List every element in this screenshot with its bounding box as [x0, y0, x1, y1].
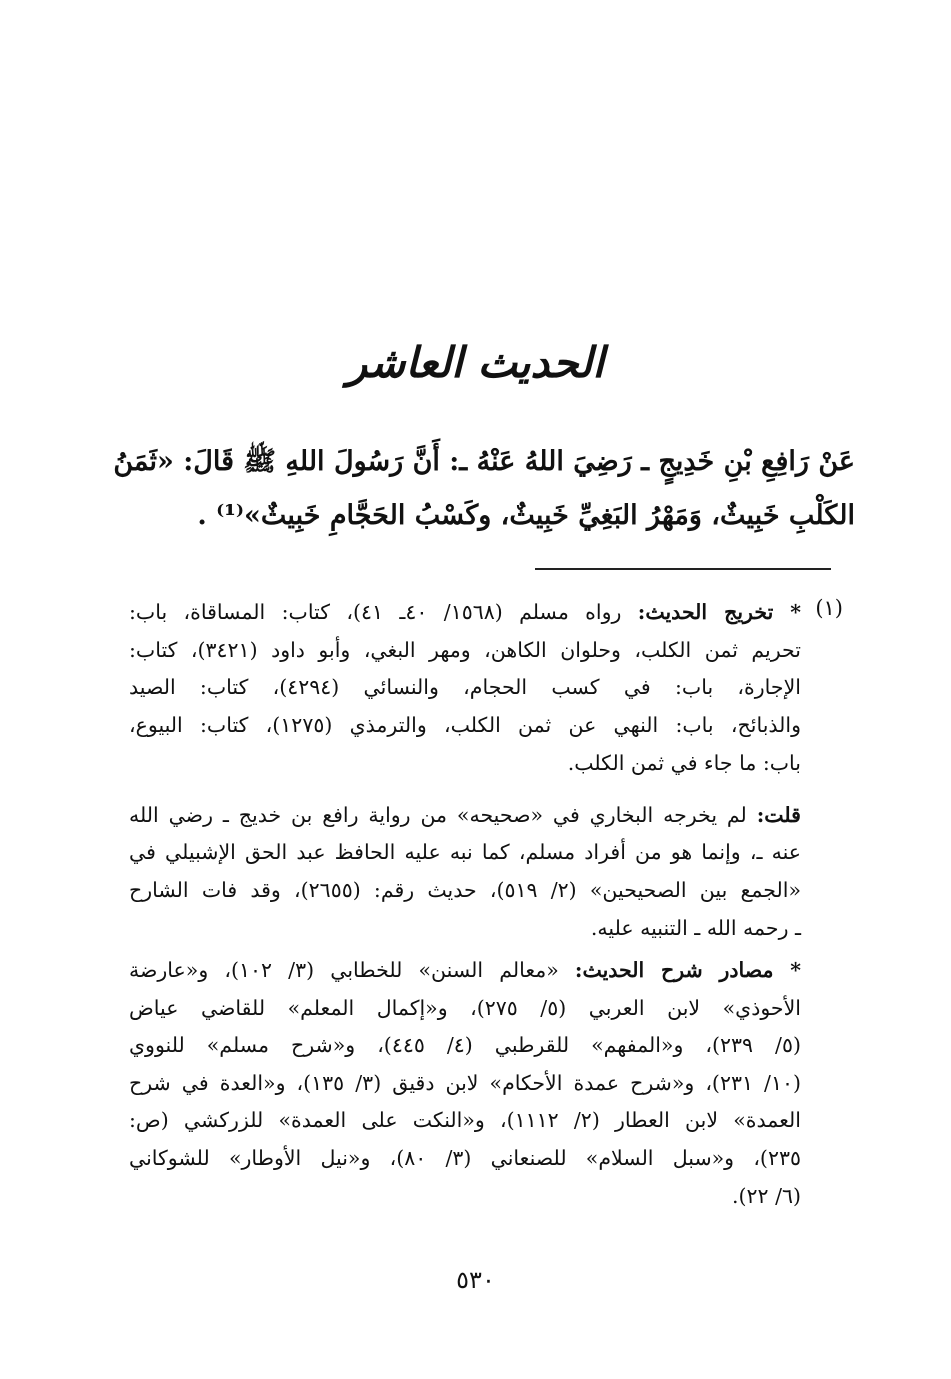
- footnote-line: «الجمع بين الصحيحين» (٢/ ٥١٩)، حديث رقم: (٢٦٥٥)، وقد فات الشارح: [129, 878, 801, 902]
- qultu-label: قلت:: [756, 803, 801, 827]
- footnote-text: «معالم السنن» للخطابي (٣/ ١٠٢)، و«عارضة: [129, 958, 559, 982]
- footnote-text: لم يخرجه البخاري في «صحيحه» من رواية رافع بن خديج ـ رضي الله: [129, 803, 747, 827]
- hadith-line: عَنْ رَافِعِ بْنِ خَدِيجٍ ـ رَضِيَ اللهُ عَنْهُ ـ: أَنَّ رَسُولَ اللهِ ﷺ قَالَ: «ثَمَنُ: [113, 446, 855, 477]
- footnote-line: ـ رحمه الله ـ التنبيه عليه.: [590, 916, 801, 940]
- footnote-line: الأحوذي» لابن العربي (٥/ ٢٧٥)، و«إكمال المعلم» للقاضي عياض: [129, 996, 801, 1020]
- chapter-title: الحديث العاشر: [346, 338, 605, 387]
- footnote-line: تحريم ثمن الكلب، وحلوان الكاهن، ومهر البغي، وأبو داود (٣٤٢١)، كتاب:: [129, 638, 801, 662]
- footnote-line: (٥/ ٢٣٩)، و«المفهم» للقرطبي (٤/ ٤٤٥)، و«شرح مسلم» للنووي: [129, 1033, 801, 1057]
- footnote-line: [129, 594, 801, 630]
- footnote-line: [129, 952, 801, 988]
- footnote-line: (٦/ ٢٢).: [732, 1184, 801, 1208]
- footnote-line: (١٠/ ٢٣١)، و«شرح عمدة الأحكام» لابن دقيق (٣/ ١٣٥)، و«العدة في شرح: [129, 1071, 801, 1095]
- hadith-line: الكَلْبِ خَبِيثٌ، وَمَهْرُ البَغِيِّ خَبِيثٌ، وكَسْبُ الحَجَّامِ خَبِيثٌ»⁽¹⁾ .: [197, 500, 855, 531]
- footnote-line: [129, 797, 801, 833]
- footnote-line: العمدة» لابن العطار (٢/ ١١١٢)، و«النكت على العمدة» للزركشي (ص:: [129, 1108, 801, 1132]
- footnote-line: ٢٣٥)، و«سبل السلام» للصنعاني (٣/ ٨٠)، و«نيل الأوطار» للشوكاني: [129, 1146, 801, 1170]
- footnote-number: (١): [815, 596, 843, 620]
- footnote-line: عنه ـ، وإنما هو من أفراد مسلم، كما نبه عليه الحافظ عبد الحق الإشبيلي في: [129, 840, 801, 864]
- page-number: ٥٣٠: [456, 1266, 495, 1294]
- sources-label: * مصادر شرح الحديث:: [574, 958, 801, 982]
- footnote-line: باب: ما جاء في ثمن الكلب.: [567, 751, 801, 775]
- footnote-line: والذبائح، باب: النهي عن ثمن الكلب، والترمذي (١٢٧٥)، كتاب: البيوع،: [129, 713, 802, 737]
- takhrij-label: * تخريج الحديث:: [637, 600, 801, 624]
- footnote-text: رواه مسلم (١٥٦٨/ ٤٠ـ ٤١)، كتاب: المساقاة، باب:: [129, 600, 622, 624]
- footnote-separator: [535, 568, 831, 570]
- footnote-line: الإجارة، باب: في كسب الحجام، والنسائي (٤٢٩٤)، كتاب: الصيد: [129, 675, 801, 699]
